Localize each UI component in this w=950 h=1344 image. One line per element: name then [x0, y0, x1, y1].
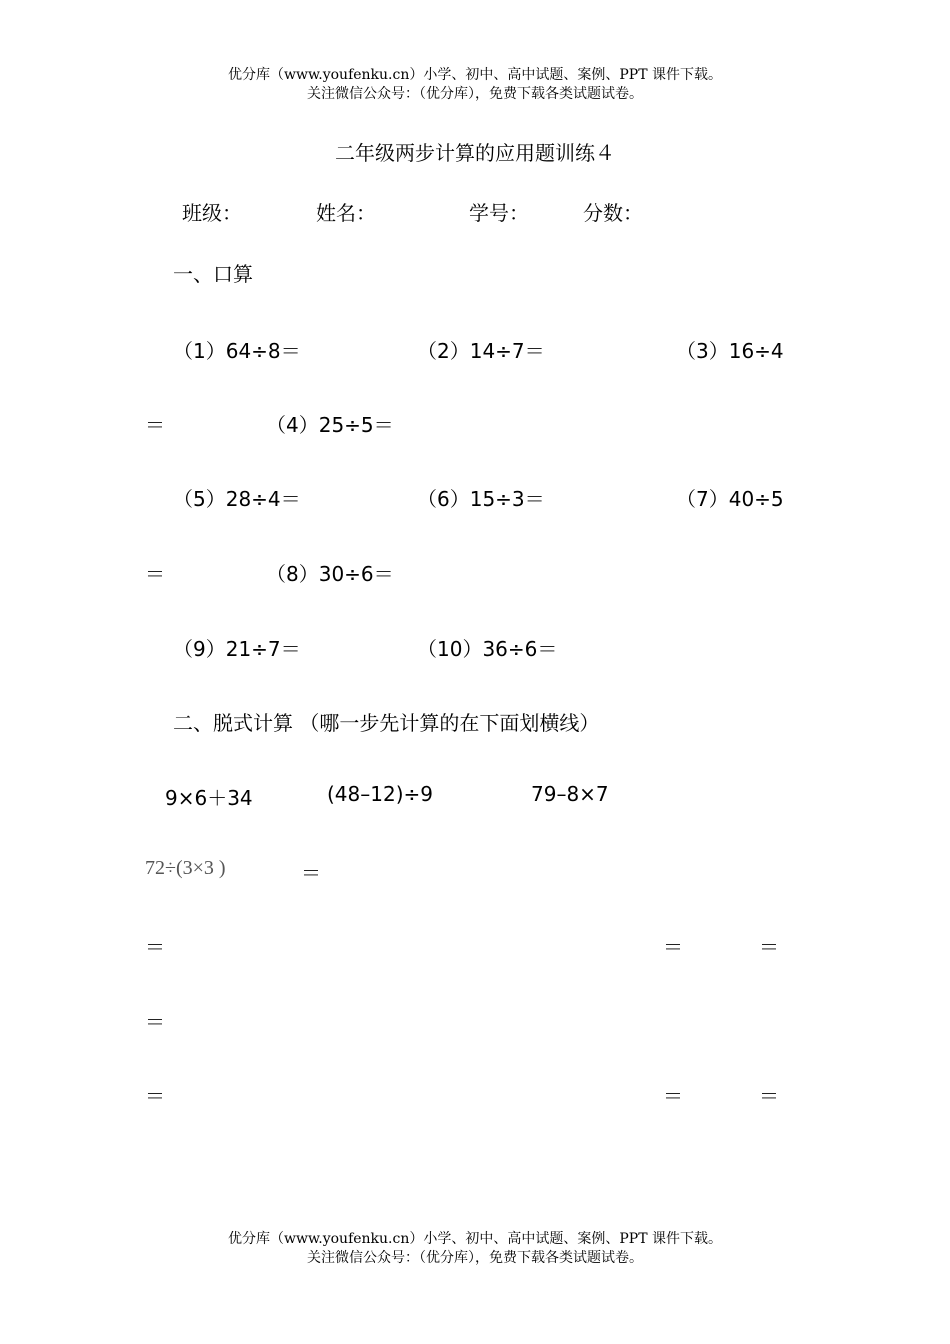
- section-1-heading: 一、口算: [173, 262, 253, 286]
- oral-item-10: （10）36÷6＝: [417, 637, 558, 661]
- footer-line-2: 关注微信公众号：（优分库），免费下载各类试题试卷。: [307, 1250, 643, 1266]
- oral-item-8: （8）30÷6＝: [266, 562, 394, 586]
- equals-row3-col1: ＝: [145, 1084, 165, 1108]
- oral-item-3-equals: ＝: [145, 413, 165, 437]
- expression-3: 79–8×7: [531, 782, 609, 806]
- equals-row1-col1: ＝: [145, 935, 165, 959]
- equals-row1-col2: ＝: [663, 935, 683, 959]
- expression-4-equals: ＝: [301, 861, 321, 885]
- equals-row3-col2: ＝: [663, 1084, 683, 1108]
- oral-item-7-equals: ＝: [145, 562, 165, 586]
- class-label: 班级：: [182, 201, 242, 225]
- student-number-label: 学号：: [469, 201, 529, 225]
- header-line-2: 关注微信公众号：（优分库），免费下载各类试题试卷。: [307, 86, 643, 102]
- footer-line-1: 优分库（www.youfenku.cn）小学、初中、高中试题、案例、PPT 课件下载。: [227, 1231, 722, 1247]
- oral-item-1: （1）64÷8＝: [173, 339, 301, 363]
- oral-item-6: （6）15÷3＝: [417, 487, 545, 511]
- oral-item-4: （4）25÷5＝: [266, 413, 394, 437]
- equals-row2-col1: ＝: [145, 1010, 165, 1034]
- name-label: 姓名：: [316, 201, 376, 225]
- oral-item-9: （9）21÷7＝: [173, 637, 301, 661]
- expression-1: 9×6＋34: [165, 786, 253, 810]
- section-2-heading: 二、脱式计算 （哪一步先计算的在下面划横线）: [173, 711, 600, 735]
- oral-item-5: （5）28÷4＝: [173, 487, 301, 511]
- header-line-1: 优分库（www.youfenku.cn）小学、初中、高中试题、案例、PPT 课件下载。: [227, 67, 722, 83]
- score-label: 分数：: [583, 201, 643, 225]
- expression-2: (48–12)÷9: [327, 782, 433, 806]
- equals-row3-col3: ＝: [759, 1084, 779, 1108]
- oral-item-3: （3）16÷4: [676, 339, 784, 363]
- oral-item-7: （7）40÷5: [676, 487, 784, 511]
- equals-row1-col3: ＝: [759, 935, 779, 959]
- expression-4: 72÷(3×3 ): [145, 857, 226, 879]
- oral-item-2: （2）14÷7＝: [417, 339, 545, 363]
- page-title: 二年级两步计算的应用题训练４: [335, 141, 615, 165]
